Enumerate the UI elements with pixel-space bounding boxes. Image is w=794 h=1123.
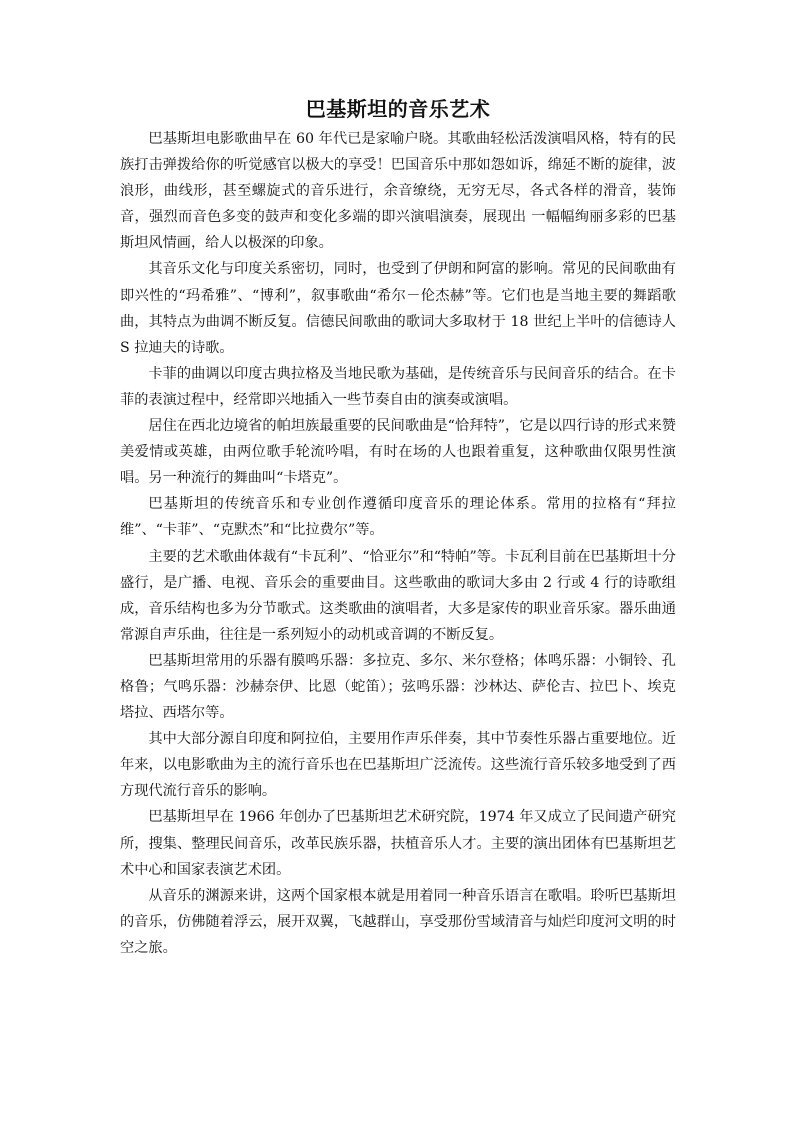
paragraph: 巴基斯坦的传统音乐和专业创作遵循印度音乐的理论体系。常用的拉格有“拜拉维”、“卡菲”、“克默杰”和“比拉费尔”等。 (120, 496, 676, 539)
paragraph: 卡菲的曲调以印度古典拉格及当地民歌为基础，是传统音乐与民间音乐的结合。在卡菲的表演过程中，经常即兴地插入一些节奏自由的演奏或演唱。 (120, 365, 676, 408)
paragraph: 巴基斯坦早在 1966 年创办了巴基斯坦艺术研究院，1974 年又成立了民间遗产研究所，搜集、整理民间音乐，改革民族乐器，扶植音乐人才。主要的演出团体有巴基斯坦艺术中心和国家表演艺术团。 (120, 809, 676, 878)
paragraph: 巴基斯坦常用的乐器有膜鸣乐器：多拉克、多尔、米尔登格；体鸣乐器：小铜铃、孔格鲁；气鸣乐器：沙赫奈伊、比恩（蛇笛）；弦鸣乐器：沙林达、萨伦吉、拉巴卜、埃克塔拉、西塔尔等。 (120, 652, 676, 722)
paragraph: 巴基斯坦电影歌曲早在 60 年代已是家喻户晓。其歌曲轻松活泼演唱风格，特有的民族打击弹拨给你的听觉感官以极大的享受！巴国音乐中那如怨如诉，绵延不断的旋律，波浪形，曲线形，甚至螺旋式的音乐进行，余音缭绕，无穷无尽，各式各样的滑音，装饰音，强烈而音色多变的鼓声和变化多端的即兴演唱演奏，展现出 一幅幅绚丽多彩的巴基斯坦风情画，给人以极深的印象。 (120, 131, 676, 252)
document-page (120, 92, 676, 961)
paragraph: 居住在西北边境省的帕坦族最重要的民间歌曲是“恰拜特”，它是以四行诗的形式来赞美爱情或英雄，由两位歌手轮流吟唱，有时在场的人也跟着重复，这种歌曲仅限男性演唱。另一种流行的舞曲叫“卡塔克”。 (120, 418, 676, 487)
paragraph: 其中大部分源自印度和阿拉伯，主要用作声乐伴奏，其中节奏性乐器占重要地位。近年来，以电影歌曲为主的流行音乐也在巴基斯坦广泛流传。这些流行音乐较多地受到了西方现代流行音乐的影响。 (120, 731, 676, 800)
paragraph: 从音乐的渊源来讲，这两个国家根本就是用着同一种音乐语言在歌唱。聆听巴基斯坦的音乐，仿佛随着浮云，展开双翼，飞越群山，享受那份雪域清音与灿烂印度河文明的时空之旅。 (120, 887, 676, 956)
document-body (120, 126, 676, 961)
paragraph: 其音乐文化与印度关系密切，同时，也受到了伊朗和阿富的影响。常见的民间歌曲有即兴性的“玛希雅”、“博利”，叙事歌曲“希尔－伦杰赫”等。它们也是当地主要的舞蹈歌曲，其特点为曲调不断反复。信德民间歌曲的歌词大多取材于 18 世纪上半叶的信德诗人 S 拉迪夫的诗歌。 (120, 261, 676, 356)
document-title: 巴基斯坦的音乐艺术 (305, 97, 491, 121)
paragraph: 主要的艺术歌曲体裁有“卡瓦利”、“恰亚尔”和“特帕”等。卡瓦利目前在巴基斯坦十分盛行，是广播、电视、音乐会的重要曲目。这些歌曲的歌词大多由 2 行或 4 行的诗歌组成，音乐结构也多为分节歌式。这类歌曲的演唱者，大多是家传的职业音乐家。器乐曲通常源自声乐曲，往往是一系列短小的动机或音调的不断反复。 (120, 548, 676, 643)
